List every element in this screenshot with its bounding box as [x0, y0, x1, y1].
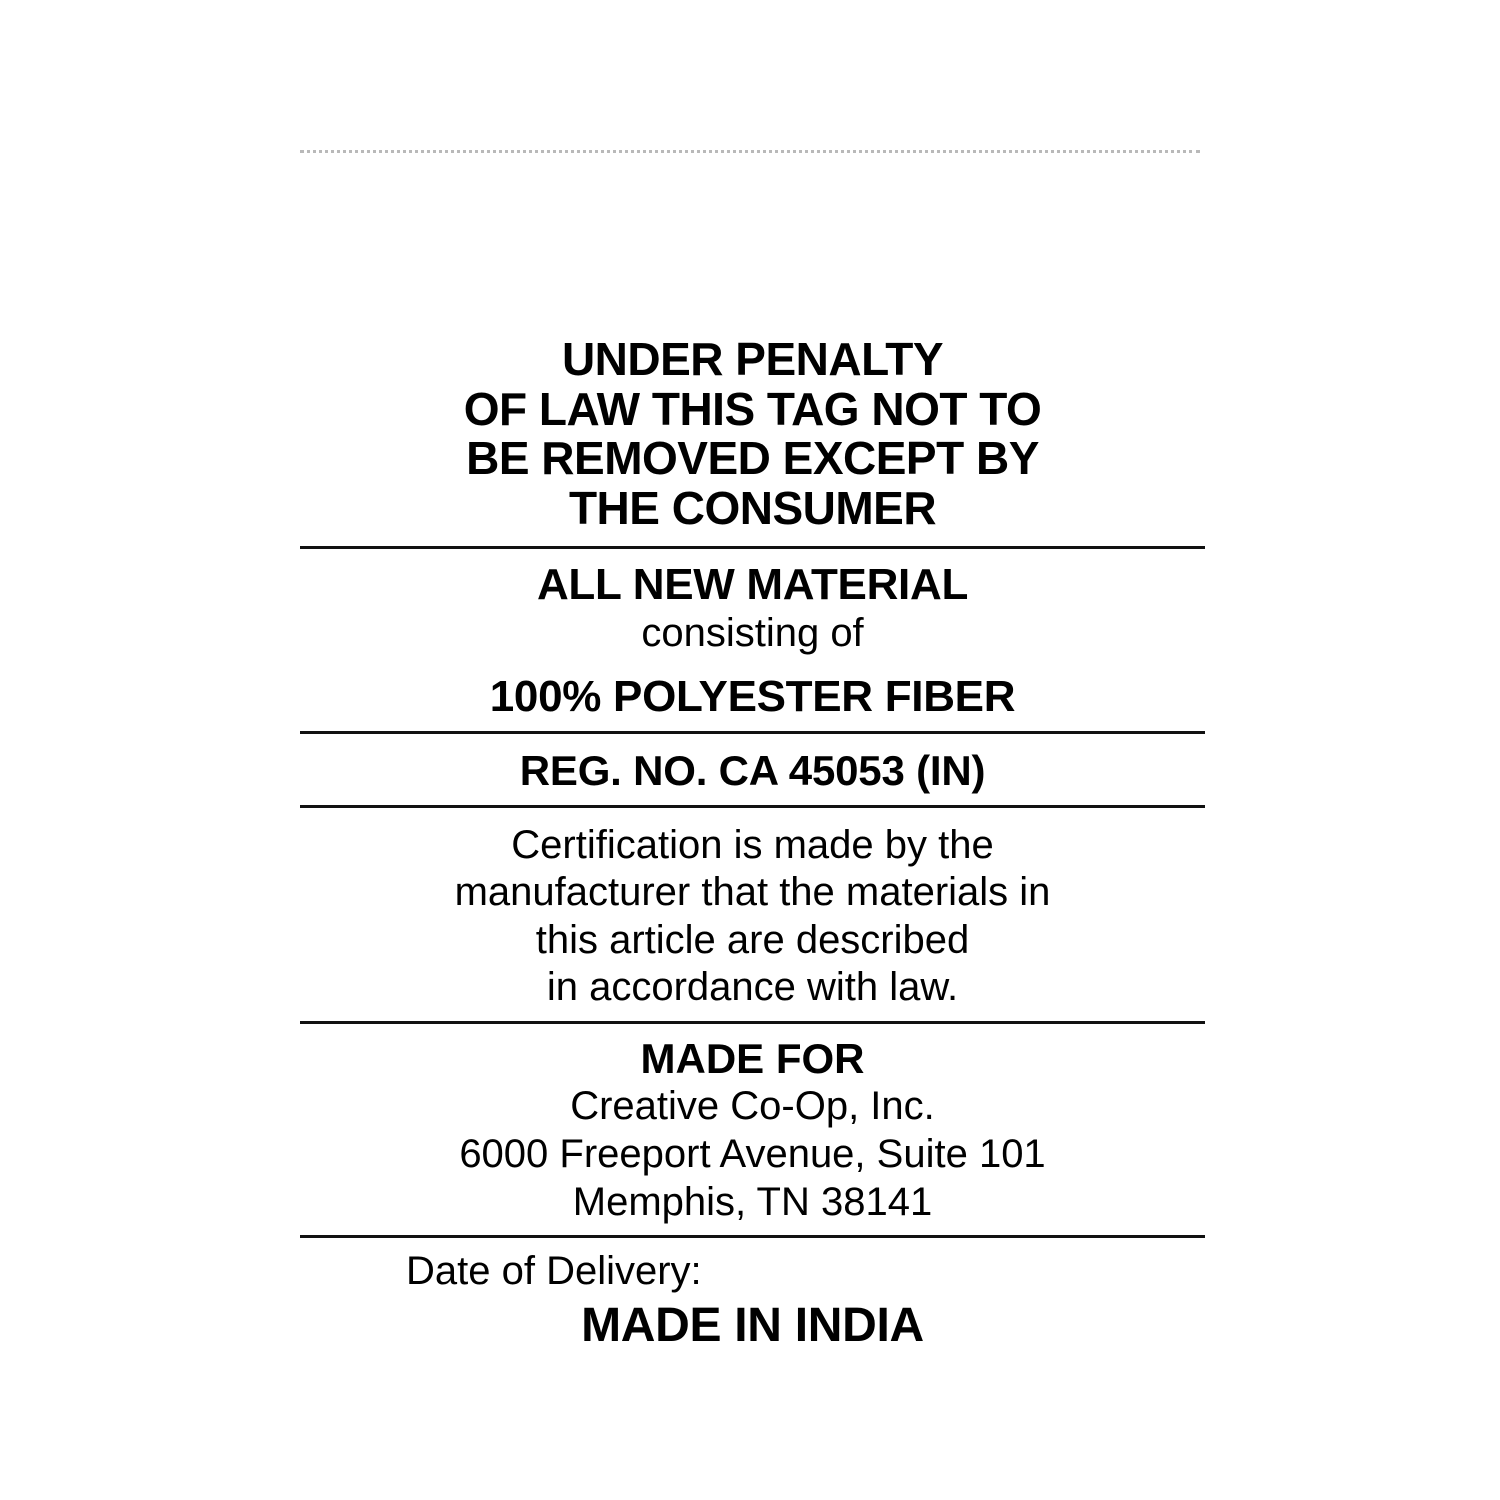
company-name: Creative Co-Op, Inc.	[570, 1084, 935, 1129]
certification-line-2: manufacturer that the materials in	[454, 870, 1051, 915]
material-connector: consisting of	[641, 611, 864, 656]
certification-line-1: Certification is made by the	[511, 823, 994, 868]
certification-line-4: in accordance with law.	[546, 964, 959, 1009]
perforation-dotted-line	[300, 150, 1200, 157]
delivery-section	[300, 1238, 1205, 1351]
address-line-1: 6000 Freeport Avenue, Suite 101	[459, 1132, 1046, 1177]
penalty-notice-line-1: UNDER PENALTY	[561, 333, 944, 385]
penalty-notice-line-3: BE REMOVED EXCEPT BY	[466, 432, 1039, 485]
certification-line-3: this article are described	[535, 917, 970, 962]
registration-number: REG. NO. CA 45053 (IN)	[519, 746, 986, 794]
penalty-notice-line-2: OF LAW THIS TAG NOT TO	[463, 382, 1042, 435]
address-line-2: Memphis, TN 38141	[572, 1180, 933, 1225]
made-in-country: MADE IN INDIA	[581, 1298, 924, 1352]
penalty-notice	[300, 335, 1205, 546]
made-for-heading: MADE FOR	[640, 1035, 865, 1083]
material-heading: ALL NEW MATERIAL	[536, 559, 969, 609]
material-section	[300, 549, 1205, 731]
label-content	[300, 335, 1205, 1351]
date-of-delivery-label: Date of Delivery:	[406, 1249, 702, 1294]
registration-section	[300, 734, 1205, 805]
made-for-section	[300, 1024, 1205, 1235]
penalty-notice-line-4: THE CONSUMER	[568, 482, 937, 535]
certification-section	[300, 808, 1205, 1021]
material-content: 100% POLYESTER FIBER	[489, 672, 1016, 722]
